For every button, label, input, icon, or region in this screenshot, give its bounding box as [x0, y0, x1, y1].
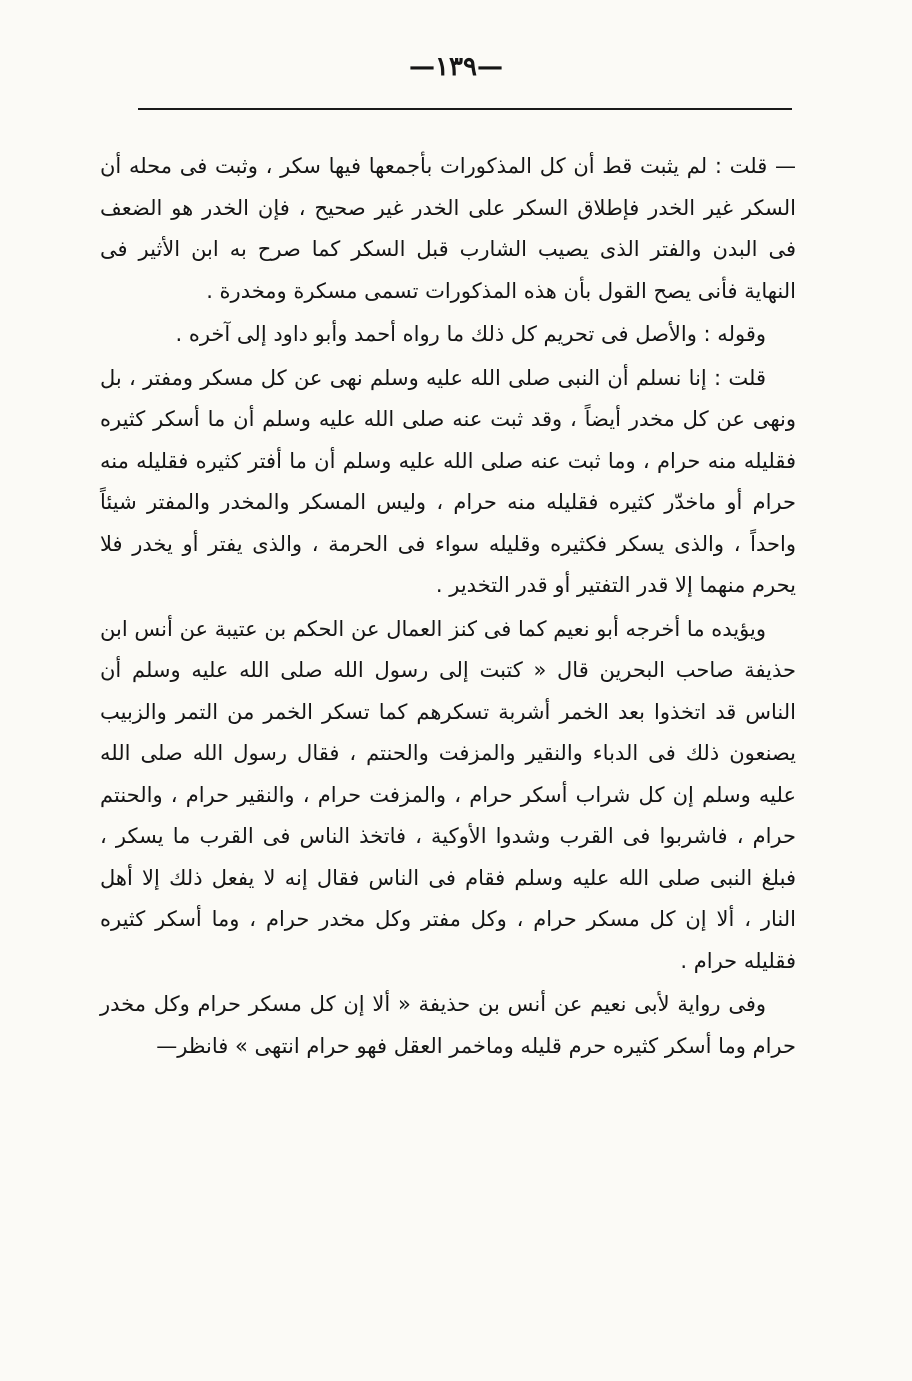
- header-rule: [138, 108, 792, 110]
- paragraph-5: وفى رواية لأبى نعيم عن أنس بن حذيفة « ألا إن كل مسكر حرام وكل مخدر حرام وما أسكر كثيره حرم قليله وماخمر العقل فهو حرام انتهى » فانظر—: [100, 992, 796, 1058]
- page-number: —١٣٩—: [409, 52, 503, 82]
- paragraph-2: وقوله : والأصل فى تحريم كل ذلك ما رواه أحمد وأبو داود إلى آخره .: [175, 322, 766, 346]
- paragraph-4: ويؤيده ما أخرجه أبو نعيم كما فى كنز العمال عن الحكم بن عتيبة عن أنس ابن حذيفة صاحب البحرين قال « كتبت إلى رسول الله صلى الله عليه وسلم أن الناس قد اتخذوا بعد الخمر أشربة تسكرهم كما تسكر الخمر من التمر والزبيب يصنعون ذلك فى الدباء والنقير والمزفت والحنتم ، فقال رسول الله صلى الله عليه وسلم إن كل شراب أسكر حرام ، والمزفت حرام ، والنقير حرام ، والحنتم حرام ، فاشربوا فى القرب وشدوا الأوكية ، فاتخذ الناس فى القرب ما يسكر ، فبلغ النبى صلى الله عليه وسلم فقام فى الناس فقال إنه لا يفعل ذلك إلا أهل النار ، ألا إن كل مسكر حرام ، وكل مفتر وكل مخدر حرام ، وما أسكر كثيره فقليله حرام .: [100, 616, 796, 973]
- paragraph-1: — قلت : لم يثبت قط أن كل المذكورات بأجمعها فيها سكر ، وثبت فى محله أن السكر غير الخدر فإطلاق السكر على الخدر غير صحيح ، فإن الخدر هو الضعف فى البدن والفتر الذى يصيب الشارب قبل السكر كما صرح به ابن الأثير فى النهاية فأنى يصح القول بأن هذه المذكورات تسمى مسكرة ومخدرة .: [100, 154, 796, 303]
- paragraph-3: قلت : إنا نسلم أن النبى صلى الله عليه وسلم نهى عن كل مسكر ومفتر ، بل ونهى عن كل مخدر أيضاً ، وقد ثبت عنه صلى الله عليه وسلم أن ما أسكر كثيره فقليله منه حرام ، وما ثبت عنه صلى الله عليه وسلم أن ما أفتر كثيره فقليله منه حرام أو ماخدّر كثيره فقليله منه حرام ، وليس المسكر والمخدر والمفتر شيئاً واحداً ، والذى يسكر فكثيره وقليله سواء فى الحرمة ، والذى يفتر أو يخدر فلا يحرم منهما إلا قدر التفتير أو قدر التخدير .: [100, 365, 796, 597]
- page-body: [100, 146, 796, 1067]
